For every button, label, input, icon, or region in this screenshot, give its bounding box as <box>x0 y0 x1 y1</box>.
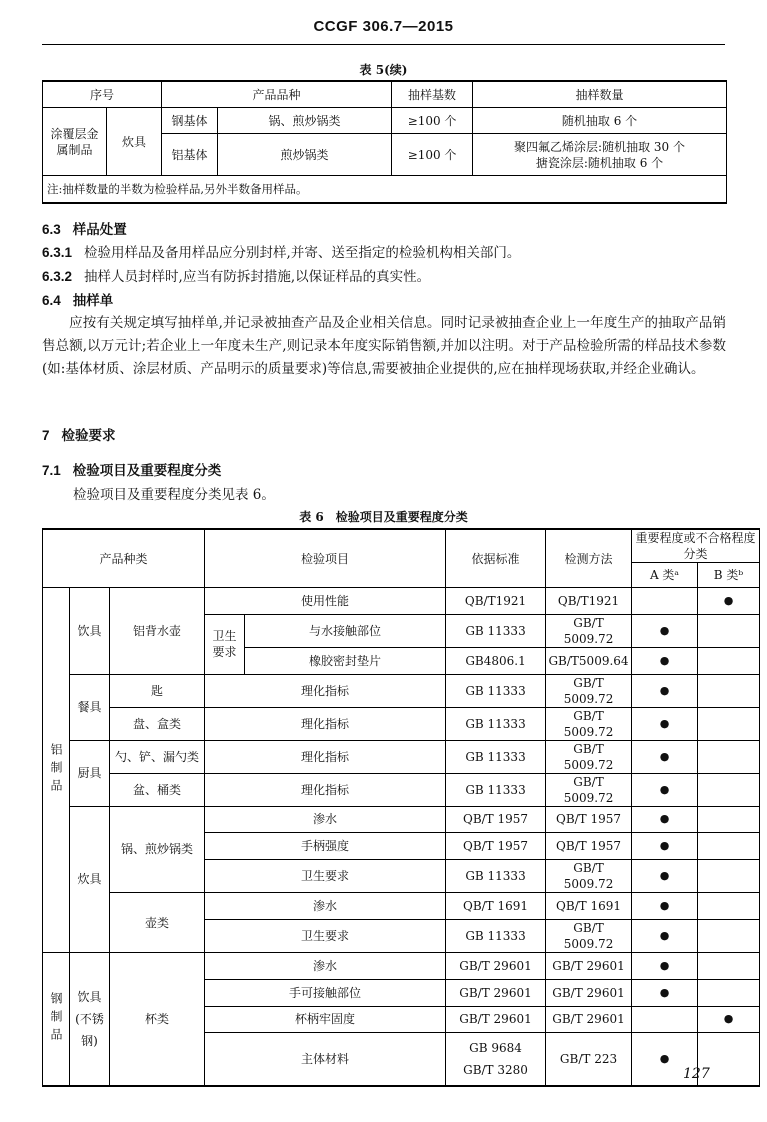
table5-note: 注:抽样数量的半数为检验样品,另外半数备用样品。 <box>43 176 727 204</box>
table6-method: GB/T 5009.72 <box>546 919 632 952</box>
table5-product: 锅、煎炒锅类 <box>218 108 392 134</box>
section-7-1 <box>42 459 221 479</box>
table6-b: ● <box>698 1006 760 1033</box>
table6-item: 渗水 <box>205 893 446 920</box>
table6-standard: GB/T 29601 <box>446 952 546 979</box>
table6-standard: GB/T 29601 <box>446 1006 546 1033</box>
table6-standard: GB 11333 <box>446 860 546 893</box>
table6-method: GB/T 29601 <box>546 1006 632 1033</box>
table6-standard: QB/T 1957 <box>446 833 546 860</box>
table5-header-variety: 产品品种 <box>162 81 392 108</box>
table6-steel-category: 饮具(不锈钢) <box>70 952 110 1086</box>
section-number: 6.4 <box>42 293 61 308</box>
table6-standard: GB 11333 <box>446 740 546 773</box>
table6-method: GB/T 223 <box>546 1033 632 1087</box>
table6-standard: QB/T 1957 <box>446 806 546 833</box>
table6-pan: 锅、煎炒锅类 <box>110 806 205 893</box>
table-row <box>43 707 760 740</box>
table6-method: GB/T 5009.72 <box>546 674 632 707</box>
table6-standard: GB 11333 <box>446 707 546 740</box>
section-number: 6.3.2 <box>42 269 73 284</box>
table6-standard <box>446 1033 546 1087</box>
table6-b <box>698 806 760 833</box>
paragraph-text: 应按有关规定填写抽样单,并记录被抽查产品及企业相关信息。同时记录被抽查企业上一年度生产的抽取产品销售总额,以万元计;若企业上一年度未生产,则记录本年度实际销售额,并加以注明。对于产品检验所需的样品技术参数(如:基体材质、涂层材质、产品明示的质量要求)等信息,需要被抽企业提供的,应在抽样现场获取,并经企业确认。 <box>42 315 726 377</box>
table6-item: 手柄强度 <box>205 833 446 860</box>
table6-method: QB/T1921 <box>546 588 632 615</box>
table6-standard: GB 11333 <box>446 773 546 806</box>
table5-base: ≥100 个 <box>392 108 473 134</box>
table6-item: 理化指标 <box>205 773 446 806</box>
table6-a: ● <box>632 1033 698 1087</box>
table5-caption: 表 5(续) <box>359 63 408 77</box>
table6-a <box>632 1006 698 1033</box>
table6-tableware-label: 餐具 <box>70 674 110 740</box>
table6-b <box>698 860 760 893</box>
table6-header-row <box>43 529 760 563</box>
table5-product: 煎炒锅类 <box>218 134 392 176</box>
table6-a: ● <box>632 740 698 773</box>
table5-note-row <box>43 176 727 204</box>
table6-header-a: A 类ᵃ <box>632 563 698 588</box>
table6-b <box>698 614 760 647</box>
table5-qty-line1: 聚四氟乙烯涂层:随机抽取 30 个 <box>514 139 685 154</box>
section-title: 样品处置 <box>72 222 127 237</box>
table6-cup: 杯类 <box>110 952 205 1086</box>
table6-b <box>698 674 760 707</box>
table6-a <box>632 588 698 615</box>
table-6 <box>42 528 760 1087</box>
table6-a: ● <box>632 893 698 920</box>
table6-standard-line1: GB 9684 <box>469 1041 522 1056</box>
section-number: 7 <box>42 428 50 443</box>
table5-base-material: 铝基体 <box>162 134 218 176</box>
table6-method: GB/T 5009.72 <box>546 740 632 773</box>
table6-standard: QB/T1921 <box>446 588 546 615</box>
table6-kitchen-label: 厨具 <box>70 740 110 806</box>
section-text: 抽样人员封样时,应当有防拆封措施,以保证样品的真实性。 <box>84 269 431 285</box>
table6-b <box>698 833 760 860</box>
table6-method: GB/T 29601 <box>546 979 632 1006</box>
document-header: CCGF 306.7—2015 <box>313 18 454 35</box>
table6-b: ● <box>698 588 760 615</box>
table5-header-qty: 抽样数量 <box>473 81 727 108</box>
table6-standard-line2: GB/T 3280 <box>463 1063 528 1078</box>
table6-pot: 壶类 <box>110 893 205 953</box>
table5-category-cell: 炊具 <box>107 108 162 176</box>
table6-kettle: 铝背水壶 <box>110 588 205 675</box>
table6-cookware-label: 饮具 <box>70 588 110 675</box>
table6-sanitary: 卫生要求 <box>205 614 245 674</box>
table6-aluminum-label: 铝制品 <box>43 588 70 953</box>
table6-item: 使用性能 <box>205 588 446 615</box>
table6-b <box>698 707 760 740</box>
table6-b <box>698 893 760 920</box>
table5-base: ≥100 个 <box>392 134 473 176</box>
table6-method: GB/T 5009.72 <box>546 707 632 740</box>
table6-item: 渗水 <box>205 952 446 979</box>
table6-method: QB/T 1691 <box>546 893 632 920</box>
table6-header-standard: 依据标准 <box>446 529 546 588</box>
header-rule <box>42 44 725 45</box>
table6-standard: QB/T 1691 <box>446 893 546 920</box>
table6-pot-label: 炊具 <box>70 806 110 952</box>
table6-steel-label: 钢制品 <box>43 952 70 1086</box>
table6-method: GB/T 5009.72 <box>546 860 632 893</box>
table6-b <box>698 647 760 674</box>
table6-item: 理化指标 <box>205 740 446 773</box>
table6-standard: GB/T 29601 <box>446 979 546 1006</box>
section-number: 6.3.1 <box>42 245 73 260</box>
table6-item: 渗水 <box>205 806 446 833</box>
section-number: 6.3 <box>42 222 61 237</box>
table6-item: 杯柄牢固度 <box>205 1006 446 1033</box>
table-row <box>43 806 760 833</box>
table-row <box>43 773 760 806</box>
table-row <box>43 893 760 920</box>
table5-header-base: 抽样基数 <box>392 81 473 108</box>
table-row <box>43 588 760 615</box>
table6-a: ● <box>632 833 698 860</box>
section-title: 检验项目及重要程度分类 <box>72 463 222 478</box>
table6-b <box>698 952 760 979</box>
table6-caption: 表 6 检验项目及重要程度分类 <box>299 510 468 524</box>
table6-standard: GB4806.1 <box>446 647 546 674</box>
section-title: 抽样单 <box>72 293 114 308</box>
table6-spoon: 匙 <box>110 674 205 707</box>
table6-header-product: 产品种类 <box>43 529 205 588</box>
table6-item: 手可接触部位 <box>205 979 446 1006</box>
table6-a: ● <box>632 647 698 674</box>
table6-ladle: 勺、铲、漏勺类 <box>110 740 205 773</box>
table6-item: 主体材料 <box>205 1033 446 1087</box>
table6-a: ● <box>632 979 698 1006</box>
section-6-3 <box>42 218 127 238</box>
table-row <box>43 108 727 134</box>
table-row <box>43 740 760 773</box>
section-6-3-2 <box>42 265 430 285</box>
table6-b <box>698 919 760 952</box>
page-number: 127 <box>683 1066 710 1082</box>
section-number: 7.1 <box>42 463 61 478</box>
table6-method: QB/T 1957 <box>546 806 632 833</box>
table5-qty-line2: 搪瓷涂层:随机抽取 6 个 <box>535 155 664 170</box>
table6-header-method: 检测方法 <box>546 529 632 588</box>
table6-item: 理化指标 <box>205 674 446 707</box>
table5-group-cell: 涂覆层金属制品 <box>43 108 107 176</box>
table5-qty: 随机抽取 6 个 <box>473 108 727 134</box>
table5-base-material: 钢基体 <box>162 108 218 134</box>
table6-a: ● <box>632 860 698 893</box>
table6-item: 理化指标 <box>205 707 446 740</box>
section-7-1-text: 检验项目及重要程度分类见表 6。 <box>73 487 275 503</box>
table5-header-seq: 序号 <box>43 81 162 108</box>
table6-item: 橡胶密封垫片 <box>245 647 446 674</box>
table6-plate: 盘、盒类 <box>110 707 205 740</box>
table6-method: GB/T 5009.72 <box>546 614 632 647</box>
section-title: 检验要求 <box>61 428 116 443</box>
table6-b <box>698 740 760 773</box>
table6-item: 卫生要求 <box>205 919 446 952</box>
table6-a: ● <box>632 614 698 647</box>
table6-header-b: B 类ᵇ <box>698 563 760 588</box>
table6-method: QB/T 1957 <box>546 833 632 860</box>
table6-a: ● <box>632 773 698 806</box>
table6-a: ● <box>632 674 698 707</box>
section-6-4-paragraph <box>42 312 726 381</box>
table6-a: ● <box>632 707 698 740</box>
table6-method: GB/T5009.64 <box>546 647 632 674</box>
table6-b <box>698 979 760 1006</box>
section-6-3-1 <box>42 241 520 261</box>
table-5 <box>42 80 727 204</box>
table6-method: GB/T 5009.72 <box>546 773 632 806</box>
table6-header-importance: 重要程度或不合格程度分类 <box>632 529 760 563</box>
table6-basin: 盆、桶类 <box>110 773 205 806</box>
section-text: 检验用样品及备用样品应分别封样,并寄、送至指定的检验机构相关部门。 <box>84 245 521 261</box>
table5-header-row <box>43 81 727 108</box>
table6-standard: GB 11333 <box>446 919 546 952</box>
table6-header-item: 检验项目 <box>205 529 446 588</box>
table6-item: 卫生要求 <box>205 860 446 893</box>
table6-a: ● <box>632 919 698 952</box>
table6-method: GB/T 29601 <box>546 952 632 979</box>
table6-a: ● <box>632 806 698 833</box>
table6-item: 与水接触部位 <box>245 614 446 647</box>
section-6-4 <box>42 289 113 309</box>
table6-standard: GB 11333 <box>446 674 546 707</box>
table-row <box>43 674 760 707</box>
table-row <box>43 952 760 979</box>
table6-a: ● <box>632 952 698 979</box>
table6-b <box>698 773 760 806</box>
table6-standard: GB 11333 <box>446 614 546 647</box>
table5-qty <box>473 134 727 176</box>
section-7 <box>42 424 116 444</box>
